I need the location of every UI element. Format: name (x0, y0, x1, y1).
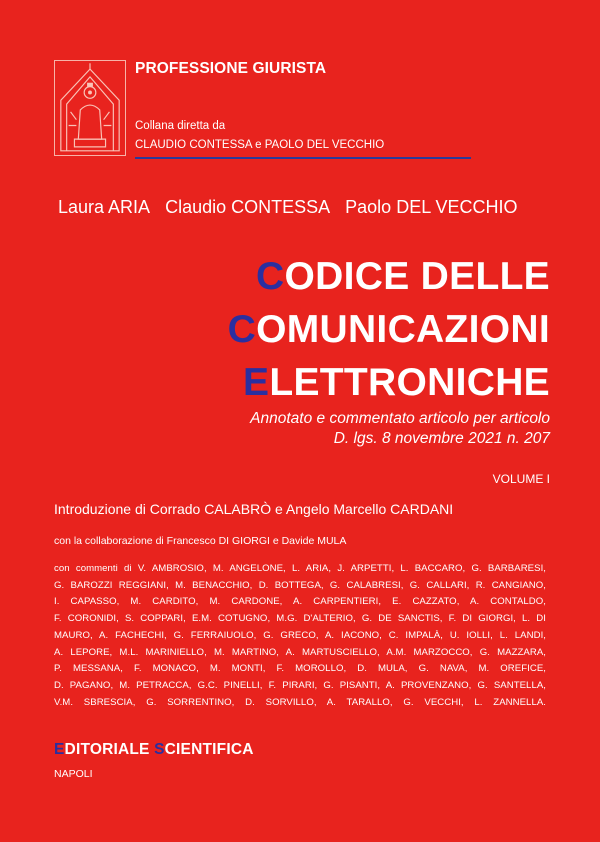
publisher-word: DITORIALE (64, 741, 150, 758)
title-line (228, 303, 550, 356)
commentators-line: MAURO, A. FACHECHI, G. FERRAIUOLO, G. GRECO, A. IACONO, C. IMPALÀ, U. IOLLI, L. LANDI, (54, 629, 546, 641)
title-line (228, 356, 550, 409)
gothic-judge-figure-icon (54, 60, 126, 156)
publisher-name (54, 741, 254, 759)
commentators-line: I. CAPASSO, M. CARDITO, M. CARDONE, A. CARPENTIERI, E. CAZZATO, A. CONTALDO, (54, 596, 546, 608)
commentators-line: V.M. SBRESCIA, G. SORRENTINO, D. SORVILLO, A. TARALLO, G. VECCHI, L. ZANNELLA. (54, 696, 546, 708)
series-divider (135, 157, 471, 159)
title-initial: C (256, 255, 285, 298)
authors (58, 197, 518, 218)
volume-label: VOLUME I (492, 472, 550, 486)
book-title (228, 250, 550, 409)
series-directed-by: Collana diretta da (135, 120, 226, 132)
commentators-list (54, 561, 546, 711)
collaboration-credit: con la collaborazione di Francesco DI GIORGI e Davide MULA (54, 535, 347, 547)
subtitle (250, 409, 550, 449)
commentators-line: G. BAROZZI REGGIANI, M. BENACCHIO, D. BOTTEGA, G. CALABRESI, G. CALLARI, R. CANGIANO, (54, 579, 546, 591)
commentators-line: P. MESSANA, F. MONACO, M. MONTI, F. MOROLLO, D. MULA, G. NAVA, M. OREFICE, (54, 663, 546, 675)
commentators-line: D. PAGANO, M. PETRACCA, G.C. PINELLI, F. PIRARI, G. PISANTI, A. PROVENZANO, G. SANTELLA, (54, 679, 546, 691)
author-name: Paolo DEL VECCHIO (345, 197, 518, 217)
title-rest: OMUNICAZIONI (256, 308, 550, 351)
subtitle-line: Annotato e commentato articolo per articolo (250, 410, 550, 427)
series-title: PROFESSIONE GIURISTA (135, 60, 327, 77)
author-name: Claudio CONTESSA (165, 197, 331, 217)
publisher-word: CIENTIFICA (164, 741, 254, 758)
commentators-line: A. LEPORE, M.L. MARINIELLO, M. MARTINO, A. MARTUSCIELLO, A.M. MARZOCCO, G. MAZZARA, (54, 646, 546, 658)
subtitle-line: D. lgs. 8 novembre 2021 n. 207 (333, 430, 550, 447)
publisher-city: NAPOLI (54, 768, 93, 780)
commentators-line: F. CORONIDI, S. COPPARI, E.M. COTUGNO, M.G. D'ALTERIO, G. DE SANCTIS, F. DI GIORGI, L. DI (54, 613, 546, 625)
series-editors: CLAUDIO CONTESSA e PAOLO DEL VECCHIO (135, 139, 385, 151)
commentators-line: con commenti di V. AMBROSIO, M. ANGELONE, L. ARIA, J. ARPETTI, L. BACCARO, G. BARBARESI, (54, 563, 546, 574)
author-name: Laura ARIA (58, 197, 151, 217)
publisher-initial: E (54, 741, 65, 758)
title-rest: LETTRONICHE (269, 361, 550, 404)
introduction-credit: Introduzione di Corrado CALABRÒ e Angelo Marcello CARDANI (54, 501, 454, 517)
title-rest: ODICE DELLE (284, 255, 550, 298)
publisher-initial: S (154, 741, 165, 758)
title-initial: E (243, 361, 270, 404)
title-initial: C (227, 308, 257, 351)
title-line (228, 250, 550, 303)
